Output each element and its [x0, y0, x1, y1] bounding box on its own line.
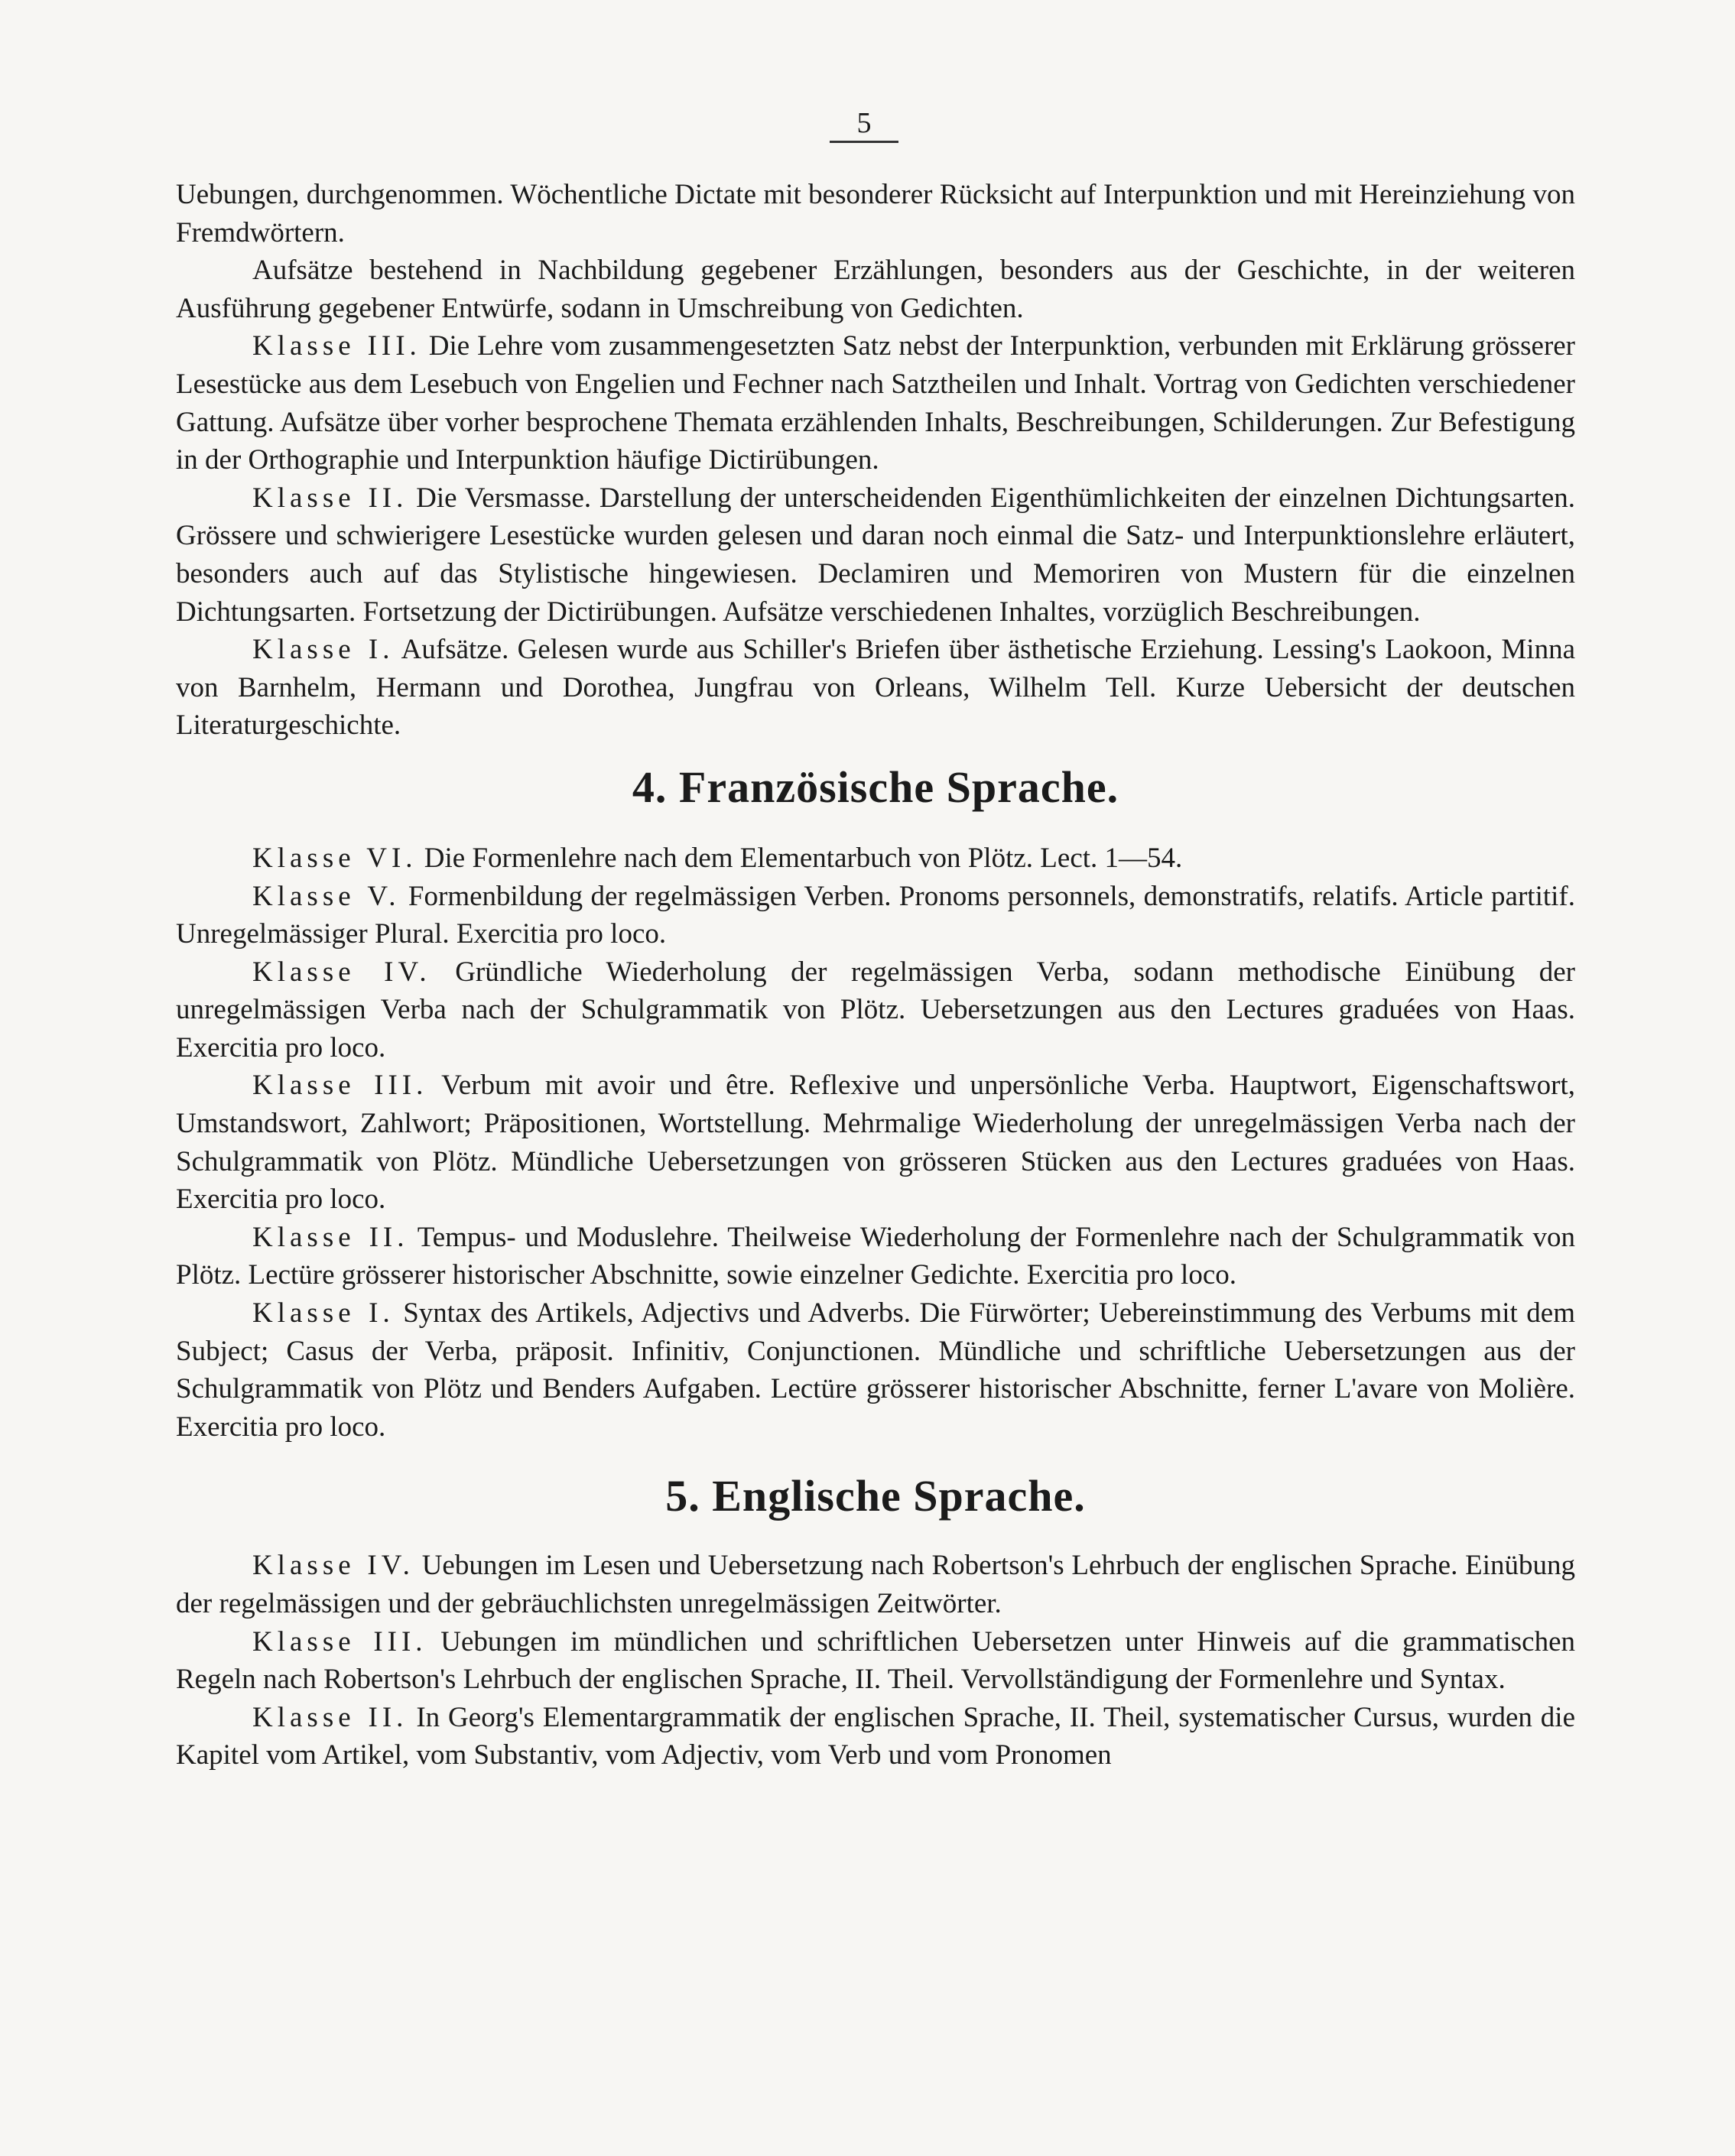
- paragraph-de-klasse-3: [176, 327, 1575, 479]
- paragraph-fr-klasse-1: [176, 1294, 1575, 1446]
- paragraph-fr-klasse-2: [176, 1219, 1575, 1294]
- class-text: Syntax des Artikels, Adjectivs und Adverbs. Die Fürwörter; Uebereinstimmung des Verbums mit dem Subject; Casus der Verba, präposit. Infinitiv, Conjunctionen. Mündliche und schriftliche Uebersetzungen aus der Schulgrammatik von Plötz und Benders Aufgaben. Lectüre grösserer historischer Abschnitte, ferner L'avare von Molière. Exercitia pro loco.: [176, 1297, 1575, 1443]
- class-text: Uebungen im mündlichen und schriftlichen Uebersetzen unter Hinweis auf die grammatischen Regeln nach Robertson's Lehrbuch der englischen Sprache, II. Theil. Vervollständigung der Formenlehre und Syntax.: [176, 1625, 1575, 1696]
- heading-franzoesisch: 4. Französische Sprache.: [632, 761, 1119, 812]
- class-label: Klasse III.: [252, 1625, 427, 1658]
- paragraph-uebungen: Uebungen, durchgenommen. Wöchentliche Dictate mit besonderer Rücksicht auf Interpunktion und mit Hereinziehung von Fremdwörtern.: [176, 179, 1575, 248]
- class-text: Uebungen im Lesen und Uebersetzung nach Robertson's Lehrbuch der englischen Sprache. Einübung der regelmässigen und der gebräuchlichsten unregelmässigen Zeitwörter.: [176, 1550, 1575, 1619]
- paragraph-en-klasse-3: [176, 1623, 1575, 1699]
- class-label: Klasse IV.: [252, 956, 431, 988]
- class-text: Die Formenlehre nach dem Elementarbuch von Plötz. Lect. 1—54.: [417, 842, 1183, 874]
- class-text: In Georg's Elementargrammatik der englischen Sprache, II. Theil, systematischer Cursus, wurden die Kapitel vom Artikel, vom Substantiv, vom Adjectiv, vom Verb und vom Pronomen: [176, 1701, 1575, 1771]
- paragraph-de-klasse-2: [176, 479, 1575, 631]
- paragraph-fr-klasse-5: [176, 878, 1575, 953]
- class-text: Aufsätze. Gelesen wurde aus Schiller's Briefen über ästhetische Erziehung. Lessing's Laokoon, Minna von Barnhelm, Hermann und Dorothea, Jungfrau von Orleans, Wilhelm Tell. Kurze Uebersicht der deutschen Literaturgeschichte.: [176, 634, 1576, 742]
- heading-englisch: 5. Englische Sprache.: [665, 1471, 1086, 1521]
- class-label: Klasse IV.: [252, 1550, 414, 1582]
- page-number: 5: [830, 106, 898, 143]
- class-text: Tempus- und Moduslehre. Theilweise Wiederholung der Formenlehre nach der Schulgrammatik von Plötz. Lectüre grösserer historischer Abschnitte, sowie einzelner Gedichte. Exercitia pro loco.: [176, 1221, 1575, 1291]
- class-label: Klasse II.: [252, 1221, 409, 1253]
- class-text: Verbum mit avoir und être. Reflexive und unpersönliche Verba. Hauptwort, Eigenschaftswort, Umstandswort, Zahlwort; Präpositionen, Wortstellung. Mehrmalige Wiederholung der unregelmässigen Verba nach der Schulgrammatik von Plötz. Mündliche Uebersetzungen von grösseren Stücken aus den Lectures graduées von Haas. Exercitia pro loco.: [176, 1070, 1575, 1216]
- class-text: Formenbildung der regelmässigen Verben. Pronoms personnels, demonstratifs, relatifs. Article partitif. Unregelmässiger Plural. Exercitia pro loco.: [176, 880, 1575, 950]
- paragraph-fr-klasse-3: [176, 1067, 1575, 1218]
- class-label: Klasse VI.: [252, 842, 418, 874]
- class-label: Klasse I.: [252, 1297, 395, 1330]
- class-text: Die Versmasse. Darstellung der unterscheidenden Eigenthümlichkeiten der einzelnen Dichtungsarten. Grössere und schwierigere Lesestücke wurden gelesen und daran noch einmal die Satz- und Interpunktionslehre erläutert, besonders auch auf das Stylistische hingewiesen. Declamiren und Memoriren von Mustern für die einzelnen Dichtungsarten. Fortsetzung der Dictirübungen. Aufsätze verschiedenen Inhaltes, vorzüglich Beschreibungen.: [176, 482, 1575, 628]
- class-label: Klasse II.: [252, 1701, 408, 1733]
- class-text: Die Lehre vom zusammengesetzten Satz nebst der Interpunktion, verbunden mit Erklärung grösserer Lesestücke aus dem Lesebuch von Engelien und Fechner nach Satztheilen und Inhalt. Vortrag von Gedichten verschiedener Gattung. Aufsätze über vorher besprochene Themata erzählenden Inhalts, Beschreibungen, Schilderungen. Zur Befestigung in der Orthographie und Interpunktion häufige Dictirübungen.: [176, 330, 1576, 476]
- paragraph-fr-klasse-4: [176, 953, 1575, 1067]
- class-label: Klasse III.: [252, 330, 421, 362]
- class-label: Klasse II.: [252, 482, 408, 514]
- class-text: Gründliche Wiederholung der regelmässigen Verba, sodann methodische Einübung der unregelmässigen Verba nach der Schulgrammatik von Plötz. Uebersetzungen aus den Lectures graduées von Haas. Exercitia pro loco.: [176, 956, 1575, 1063]
- class-label: Klasse V.: [252, 880, 401, 912]
- class-label: Klasse III.: [252, 1070, 428, 1102]
- paragraph-aufsaetze: Aufsätze bestehend in Nachbildung gegebener Erzählungen, besonders aus der Geschichte, in der weiteren Ausführung gegebener Entwürfe, sodann in Umschreibung von Gedichten.: [176, 255, 1575, 324]
- paragraph-en-klasse-2: [176, 1699, 1575, 1774]
- class-label: Klasse I.: [252, 634, 395, 666]
- paragraph-fr-klasse-6: [176, 839, 1575, 878]
- paragraph-en-klasse-4: [176, 1547, 1575, 1622]
- page-body: [176, 176, 1575, 1774]
- paragraph-de-klasse-1: [176, 631, 1575, 745]
